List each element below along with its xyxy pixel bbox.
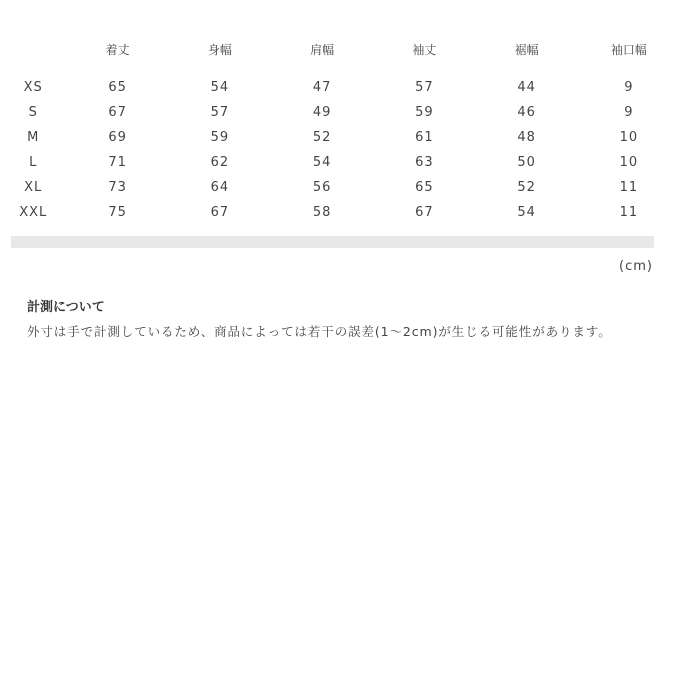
table-row [0, 175, 680, 200]
table-cell: 73 [108, 180, 127, 195]
size-label: L [29, 155, 38, 170]
table-cell: 50 [517, 155, 536, 170]
table-cell: 57 [210, 105, 230, 120]
header-shoulder-width: 肩幅 [310, 42, 335, 57]
measurement-note-text: 外寸は手で計測しているため、商品によっては若干の誤差(1〜2cm)が生じる可能性があります。 [27, 324, 612, 339]
header-cuff-width: 袖口幅 [610, 42, 647, 57]
size-label: XS [23, 80, 43, 95]
header-hem-width: 裾幅 [514, 42, 539, 57]
table-cell: 62 [210, 155, 230, 170]
table-cell: 67 [415, 205, 434, 220]
header-body-width: 身幅 [207, 42, 232, 57]
table-cell: 52 [312, 130, 332, 145]
size-label: XL [24, 180, 43, 195]
table-row [0, 200, 680, 225]
table-cell: 9 [624, 105, 634, 120]
table-cell: 54 [210, 80, 230, 95]
table-cell: 44 [517, 80, 536, 95]
table-cell: 52 [517, 180, 536, 195]
table-cell: 47 [312, 80, 332, 95]
table-cell: 67 [108, 105, 127, 120]
table-cell: 49 [312, 105, 332, 120]
table-cell: 9 [624, 80, 634, 95]
size-chart-table [0, 34, 680, 225]
table-cell: 59 [210, 130, 230, 145]
size-label: XXL [19, 205, 48, 220]
table-cell: 11 [619, 180, 639, 195]
table-divider-bar [11, 236, 654, 248]
table-cell: 10 [619, 130, 639, 145]
table-cell: 46 [517, 105, 536, 120]
table-cell: 48 [517, 130, 536, 145]
header-length: 着丈 [105, 42, 130, 57]
table-cell: 69 [108, 130, 127, 145]
table-cell: 75 [108, 205, 127, 220]
table-cell: 11 [619, 205, 639, 220]
table-row [0, 125, 680, 150]
unit-label: (cm) [619, 259, 653, 274]
table-cell: 54 [312, 155, 332, 170]
size-label: S [28, 105, 38, 120]
table-cell: 57 [415, 80, 434, 95]
size-label: M [27, 130, 40, 145]
table-cell: 65 [108, 80, 127, 95]
table-cell: 56 [312, 180, 332, 195]
table-header-row [0, 34, 680, 64]
table-cell: 61 [415, 130, 434, 145]
table-cell: 63 [415, 155, 434, 170]
table-row [0, 100, 680, 125]
header-sleeve-length: 袖丈 [412, 42, 437, 57]
header-size [0, 34, 66, 64]
table-cell: 54 [517, 205, 536, 220]
table-cell: 59 [415, 105, 434, 120]
table-cell: 67 [210, 205, 230, 220]
table-cell: 64 [210, 180, 230, 195]
table-cell: 65 [415, 180, 434, 195]
table-cell: 10 [619, 155, 639, 170]
table-row [0, 150, 680, 175]
table-cell: 71 [108, 155, 127, 170]
table-cell: 58 [312, 205, 332, 220]
measurement-note-title: 計測について [27, 300, 105, 315]
table-row [0, 75, 680, 100]
